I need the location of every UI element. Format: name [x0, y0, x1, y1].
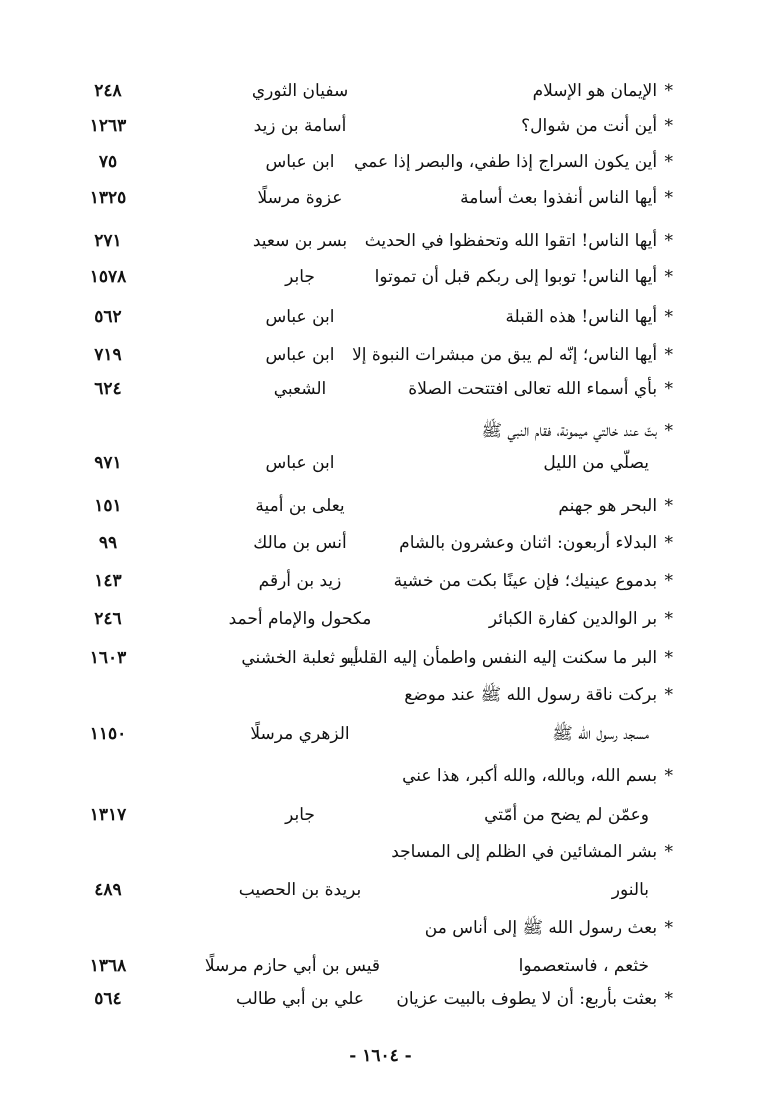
hadith-text-value: البدلاء أربعون: اثنان وعشرون بالشام — [399, 533, 658, 553]
narrator: زيد بن أرقم — [258, 571, 342, 591]
narrator: بريدة بن الحصيب — [238, 880, 362, 900]
index-entry — [0, 716, 761, 752]
hadith-number: ٥٦٢ — [94, 307, 122, 327]
hadith-number: ١٢٦٣ — [89, 116, 127, 136]
entry-bullet: * — [659, 345, 673, 365]
entry-bullet: * — [659, 571, 673, 591]
hadith-text-value: بركت ناقة رسول الله ﷺ عند موضع — [404, 685, 658, 705]
entry-bullet: * — [659, 918, 673, 938]
entry-bullet: * — [659, 379, 673, 399]
narrator: عزوة مرسلًا — [257, 188, 343, 208]
hadith-text-value: الإيمان هو الإسلام — [532, 81, 658, 101]
hadith-text — [399, 525, 673, 561]
hadith-text — [375, 259, 673, 295]
narrator: قيس بن أبي حازم مرسلًا — [204, 956, 380, 976]
hadith-text-value: أين يكون السراج إذا طفي، والبصر إذا عمي — [354, 152, 658, 172]
hadith-text-value: يصلّي من الليل — [543, 453, 649, 473]
hadith-text-value: أين أنت من شوال؟ — [521, 116, 658, 136]
narrator: أنس بن مالك — [253, 533, 347, 553]
entry-bullet: * — [659, 267, 673, 287]
narrator: مكحول والإمام أحمد — [228, 609, 372, 629]
hadith-text-value: بر الوالدين كفارة الكبائر — [488, 609, 658, 629]
hadith-text-value: بتّ عند خالتي ميمونة، فقام النبي ﷺ — [481, 421, 658, 441]
index-entry — [0, 525, 761, 561]
narrator: الزهري مرسلًا — [250, 724, 350, 744]
narrator: ابن عباس — [265, 152, 335, 172]
hadith-text — [533, 73, 673, 109]
index-entry — [0, 563, 761, 599]
entry-bullet: * — [659, 188, 673, 208]
hadith-text-value: البر ما سكنت إليه النفس واطمأن إليه القلب — [346, 648, 658, 668]
narrator: جابر — [285, 805, 315, 825]
hadith-text-value: أيها الناس! توبوا إلى ربكم قبل أن تموتوا — [374, 267, 658, 287]
hadith-text-value: بشر المشائين في الظلم إلى المساجد — [391, 842, 658, 862]
hadith-text-value: مسجد رسول الله ﷺ — [552, 724, 649, 744]
hadith-number: ٦٢٤ — [94, 379, 122, 399]
entry-bullet: * — [659, 648, 673, 668]
hadith-text-value: بدموع عينيك؛ فإن عينًا بكت من خشية — [393, 571, 658, 591]
index-entry — [0, 872, 761, 908]
index-entry — [0, 948, 761, 984]
hadith-number: ١١٥٠ — [89, 724, 127, 744]
hadith-number: ٢٤٨ — [94, 81, 122, 101]
index-entry — [0, 834, 761, 870]
hadith-number: ٩٩ — [98, 533, 118, 553]
index-entry — [0, 299, 761, 335]
index-entry — [0, 73, 761, 109]
index-entry — [0, 488, 761, 524]
hadith-text-value: خثعم ، فاستعصموا — [518, 956, 649, 976]
index-entry — [0, 180, 761, 216]
hadith-number: ١٥١ — [94, 496, 122, 516]
hadith-number: ٩٧١ — [94, 453, 122, 473]
hadith-text — [460, 180, 673, 216]
hadith-number: ١٦٠٣ — [89, 648, 127, 668]
index-entry — [0, 445, 761, 481]
hadith-text-continuation — [543, 445, 649, 481]
hadith-text — [394, 563, 673, 599]
hadith-text — [489, 601, 673, 637]
page-number: - ١٦٠٤ - — [349, 1046, 412, 1066]
hadith-text-value: بسم الله، وبالله، والله أكبر، هذا عني — [402, 766, 658, 786]
entry-bullet: * — [659, 81, 673, 101]
index-entry — [0, 677, 761, 713]
hadith-number: ٢٤٦ — [94, 609, 122, 629]
hadith-text-continuation — [612, 872, 649, 908]
hadith-text — [354, 144, 673, 180]
index-entry — [0, 758, 761, 794]
index-entry — [0, 223, 761, 259]
hadith-number: ٤٨٩ — [94, 880, 122, 900]
hadith-text — [425, 910, 673, 946]
narrator: ابن عباس — [265, 345, 335, 365]
narrator: جابر — [285, 267, 315, 287]
narrator: يعلى بن أمية — [255, 496, 345, 516]
narrator: ابن عباس — [265, 453, 335, 473]
hadith-text-continuation — [519, 948, 649, 984]
hadith-text — [365, 223, 673, 259]
index-entry — [0, 108, 761, 144]
entry-bullet: * — [659, 116, 673, 136]
entry-bullet: * — [659, 421, 673, 441]
hadith-number: ٥٦٤ — [94, 989, 122, 1009]
entry-bullet: * — [659, 766, 673, 786]
hadith-number: ١٣٢٥ — [89, 188, 127, 208]
hadith-text-value: أيها الناس؛ إنّه لم يبق من مبشرات النبوة إلا — [352, 345, 658, 365]
narrator: أسامة بن زيد — [253, 116, 347, 136]
narrator: أبو ثعلبة الخشني — [241, 648, 359, 668]
hadith-text — [505, 299, 673, 335]
hadith-number: ١٤٣ — [94, 571, 122, 591]
entry-bullet: * — [659, 533, 673, 553]
hadith-text — [391, 834, 673, 870]
entry-bullet: * — [659, 989, 673, 1009]
narrator: علي بن أبي طالب — [235, 989, 365, 1009]
entry-bullet: * — [659, 231, 673, 251]
hadith-text — [402, 758, 673, 794]
index-entry — [0, 601, 761, 637]
hadith-text — [481, 413, 673, 449]
index-entry — [0, 259, 761, 295]
hadith-text-value: أيها الناس أنفذوا بعث أسامة — [460, 188, 658, 208]
hadith-text-value: بأي أسماء الله تعالى افتتحت الصلاة — [408, 379, 658, 399]
entry-bullet: * — [659, 842, 673, 862]
index-entry — [0, 981, 761, 1017]
entry-bullet: * — [659, 307, 673, 327]
hadith-number: ١٥٧٨ — [89, 267, 127, 287]
hadith-text-value: بالنور — [611, 880, 649, 900]
index-entry — [0, 797, 761, 833]
hadith-number: ٢٧١ — [94, 231, 122, 251]
hadith-text — [404, 677, 673, 713]
index-entry — [0, 337, 761, 373]
hadith-text-value: البحر هو جهنم — [558, 496, 658, 516]
index-entry — [0, 371, 761, 407]
entry-bullet: * — [659, 496, 673, 516]
narrator: ابن عباس — [265, 307, 335, 327]
hadith-text-value: أيها الناس! اتقوا الله وتحفظوا في الحديث — [364, 231, 658, 251]
index-entry — [0, 413, 761, 449]
hadith-text — [558, 488, 673, 524]
hadith-text — [521, 108, 673, 144]
index-entry — [0, 640, 761, 676]
hadith-number: ١٣١٧ — [89, 805, 127, 825]
hadith-text-continuation — [484, 797, 649, 833]
hadith-text — [352, 337, 673, 373]
hadith-text-continuation — [552, 716, 649, 752]
hadith-text-value: بعثت بأربع: أن لا يطوف بالبيت عزيان — [396, 989, 658, 1009]
entry-bullet: * — [659, 685, 673, 705]
entry-bullet: * — [659, 152, 673, 172]
narrator: الشعبي — [273, 379, 327, 399]
hadith-text-value: بعث رسول الله ﷺ إلى أناس من — [424, 918, 658, 938]
hadith-text — [408, 371, 673, 407]
hadith-text — [396, 981, 673, 1017]
hadith-text-value: أيها الناس! هذه القبلة — [505, 307, 658, 327]
hadith-text — [347, 640, 673, 676]
entry-bullet: * — [659, 609, 673, 629]
hadith-number: ٧١٩ — [94, 345, 122, 365]
index-entry — [0, 910, 761, 946]
hadith-text-value: وعمّن لم يضح من أمّتي — [484, 805, 649, 825]
hadith-number: ١٣٦٨ — [89, 956, 127, 976]
index-entry — [0, 144, 761, 180]
hadith-number: ٧٥ — [98, 152, 118, 172]
narrator: سفيان الثوري — [251, 81, 349, 101]
narrator: بسر بن سعيد — [252, 231, 348, 251]
